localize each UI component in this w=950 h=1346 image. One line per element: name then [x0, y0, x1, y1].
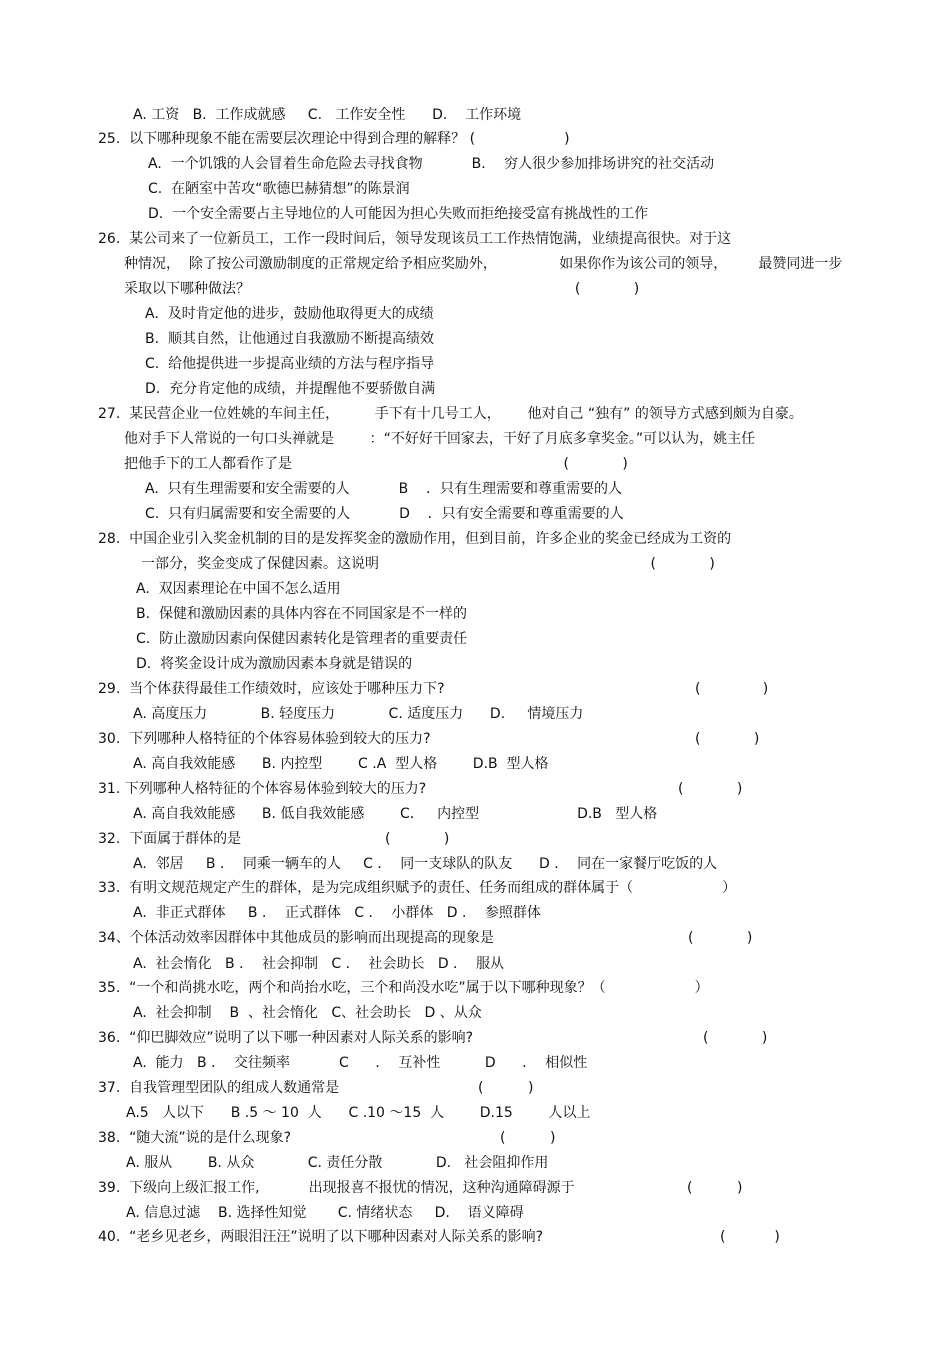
- q37-stem: 37. 自我管理型团队的组成人数通常是: [98, 1080, 340, 1096]
- q31-stem: 31. 下列哪种人格特征的个体容易体验到较大的压力?: [98, 781, 427, 797]
- q33-stem: 33. 有明文规范规定产生的群体，是为完成组织赋予的责任、任务而组成的群体属于（ ）: [98, 880, 737, 896]
- q33-options: A. 非正式群体 B ． 正式群体 C ． 小群体 D ． 参照群体: [133, 905, 541, 921]
- q34-answer-blank: ( ): [688, 930, 753, 946]
- q29-answer-blank: ( ): [695, 681, 769, 697]
- q30-stem: 30. 下列哪种人格特征的个体容易体验到较大的压力?: [98, 731, 431, 747]
- q29-options: A. 高度压力 B. 轻度压力 C. 适度压力 D. 情境压力: [133, 706, 584, 722]
- q27-stem-line1: 27. 某民营企业一位姓姚的车间主任， 手下有十几号工人， 他对自己 “独有” 的领导方式感到颇为自豪。: [98, 406, 803, 422]
- q27-stem-line3: 把他手下的工人都看作了是 ( ): [124, 456, 628, 472]
- q26-stem-line1: 26. 某公司来了一位新员工，工作一段时间后，领导发现该员工工作热情饱满，业绩提高很快。对于这: [98, 231, 732, 247]
- q32-answer-blank: ( ): [385, 831, 450, 847]
- q40-stem: 40. “老乡见老乡，两眼泪汪汪”说明了以下哪种因素对人际关系的影响?: [98, 1229, 544, 1245]
- q36-options: A. 能力 B ． 交往频率 C ． 互补性 D ． 相似性: [133, 1055, 588, 1071]
- q28-stem-line2: 一部分，奖金变成了保健因素。这说明 ( ): [141, 556, 715, 572]
- q25-options-ab: A. 一个饥饿的人会冒着生命危险去寻找食物 B． 穷人很少参加排场讲究的社交活动: [148, 156, 715, 172]
- q37-options: A.5 人以下 B .5 ～ 10 人 C .10 ～15 人 D.15 人以上: [126, 1105, 591, 1121]
- q32-stem: 32. 下面属于群体的是: [98, 831, 242, 847]
- q28-option-b: B. 保健和激励因素的具体内容在不同国家是不一样的: [136, 606, 467, 622]
- q26-option-d: D. 充分肯定他的成绩，并提醒他不要骄傲自满: [145, 381, 436, 397]
- q34-stem: 34、个体活动效率因群体中其他成员的影响而出现提高的现象是: [98, 930, 494, 946]
- q40-answer-blank: ( ): [720, 1229, 780, 1245]
- q38-options: A. 服从 B. 从众 C. 责任分散 D. 社会阻抑作用: [126, 1155, 549, 1171]
- q27-options-ab: A. 只有生理需要和安全需要的人 B ．只有生理需要和尊重需要的人: [145, 481, 623, 497]
- q26-option-a: A. 及时肯定他的进步，鼓励他取得更大的成绩: [145, 306, 434, 322]
- q31-options: A. 高自我效能感 B. 低自我效能感 C． 内控型 D.B 型人格: [133, 806, 658, 822]
- q30-answer-blank: ( ): [695, 731, 760, 747]
- q25-stem: 25. 以下哪种现象不能在需要层次理论中得到合理的解释？ ( ): [98, 131, 570, 147]
- q36-stem: 36. “仰巴脚效应”说明了以下哪一种因素对人际关系的影响?: [98, 1030, 474, 1046]
- q25-option-d: D. 一个安全需要占主导地位的人可能因为担心失败而拒绝接受富有挑战性的工作: [148, 206, 649, 222]
- q28-option-a: A. 双因素理论在中国不怎么适用: [136, 581, 341, 597]
- q38-answer-blank: ( ): [500, 1130, 556, 1146]
- q38-stem: 38. “随大流”说的是什么现象?: [98, 1130, 292, 1146]
- q26-option-c: C. 给他提供进一步提高业绩的方法与程序指导: [145, 356, 435, 372]
- q26-option-b: B. 顺其自然，让他通过自我激励不断提高绩效: [145, 331, 434, 347]
- q28-stem-line1: 28. 中国企业引入奖金机制的目的是发挥奖金的激励作用，但到目前，许多企业的奖金已经成为工资的: [98, 531, 732, 547]
- q27-options-cd: C. 只有归属需要和安全需要的人 D ．只有安全需要和尊重需要的人: [145, 506, 624, 522]
- q39-options: A. 信息过滤 B. 选择性知觉 C. 情绪状态 D. 语义障碍: [126, 1205, 524, 1221]
- q35-stem: 35. “一个和尚挑水吃，两个和尚抬水吃，三个和尚没水吃”属于以下哪种现象？（ ）: [98, 980, 709, 996]
- q26-stem-line2: 种情况， 除了按公司激励制度的正常规定给予相应奖励外， 如果你作为该公司的领导， 最赞同进一步: [124, 256, 843, 272]
- q28-option-c: C. 防止激励因素向保健因素转化是管理者的重要责任: [136, 631, 468, 647]
- q34-options: A. 社会惰化 B ． 社会抑制 C ． 社会助长 D ． 服从: [133, 956, 504, 972]
- q25-option-c: C. 在陋室中苦攻“歌德巴赫猜想”的陈景润: [148, 181, 410, 197]
- q29-stem: 29. 当个体获得最佳工作绩效时，应该处于哪种压力下?: [98, 681, 445, 697]
- q39-stem: 39. 下级向上级汇报工作, 出现报喜不报忧的情况，这种沟通障碍源于: [98, 1180, 575, 1196]
- q28-option-d: D. 将奖金设计成为激励因素本身就是错误的: [136, 656, 413, 672]
- q27-stem-line2: 他对手下人常说的一句口头禅就是 ：“不好好干回家去，干好了月底多拿奖金。”可以认为，姚主任: [124, 431, 756, 447]
- q35-options: A. 社会抑制 B 、社会惰化 C、社会助长 D 、从众: [133, 1005, 482, 1021]
- q26-stem-line3: 采取以下哪种做法？ ( ): [124, 281, 640, 297]
- q30-options: A. 高自我效能感 B. 内控型 C .A 型人格 D.B 型人格: [133, 756, 549, 772]
- q39-answer-blank: ( ): [687, 1180, 743, 1196]
- q31-answer-blank: ( ): [678, 781, 743, 797]
- q36-answer-blank: ( ): [703, 1030, 768, 1046]
- q24-options: A. 工资 B. 工作成就感 C. 工作安全性 D. 工作环境: [133, 107, 522, 123]
- q32-options: A. 邻居 B ． 同乘一辆车的人 C ． 同一支球队的队友 D ． 同在一家餐厅吃饭的人: [133, 856, 718, 872]
- q37-answer-blank: ( ): [478, 1080, 534, 1096]
